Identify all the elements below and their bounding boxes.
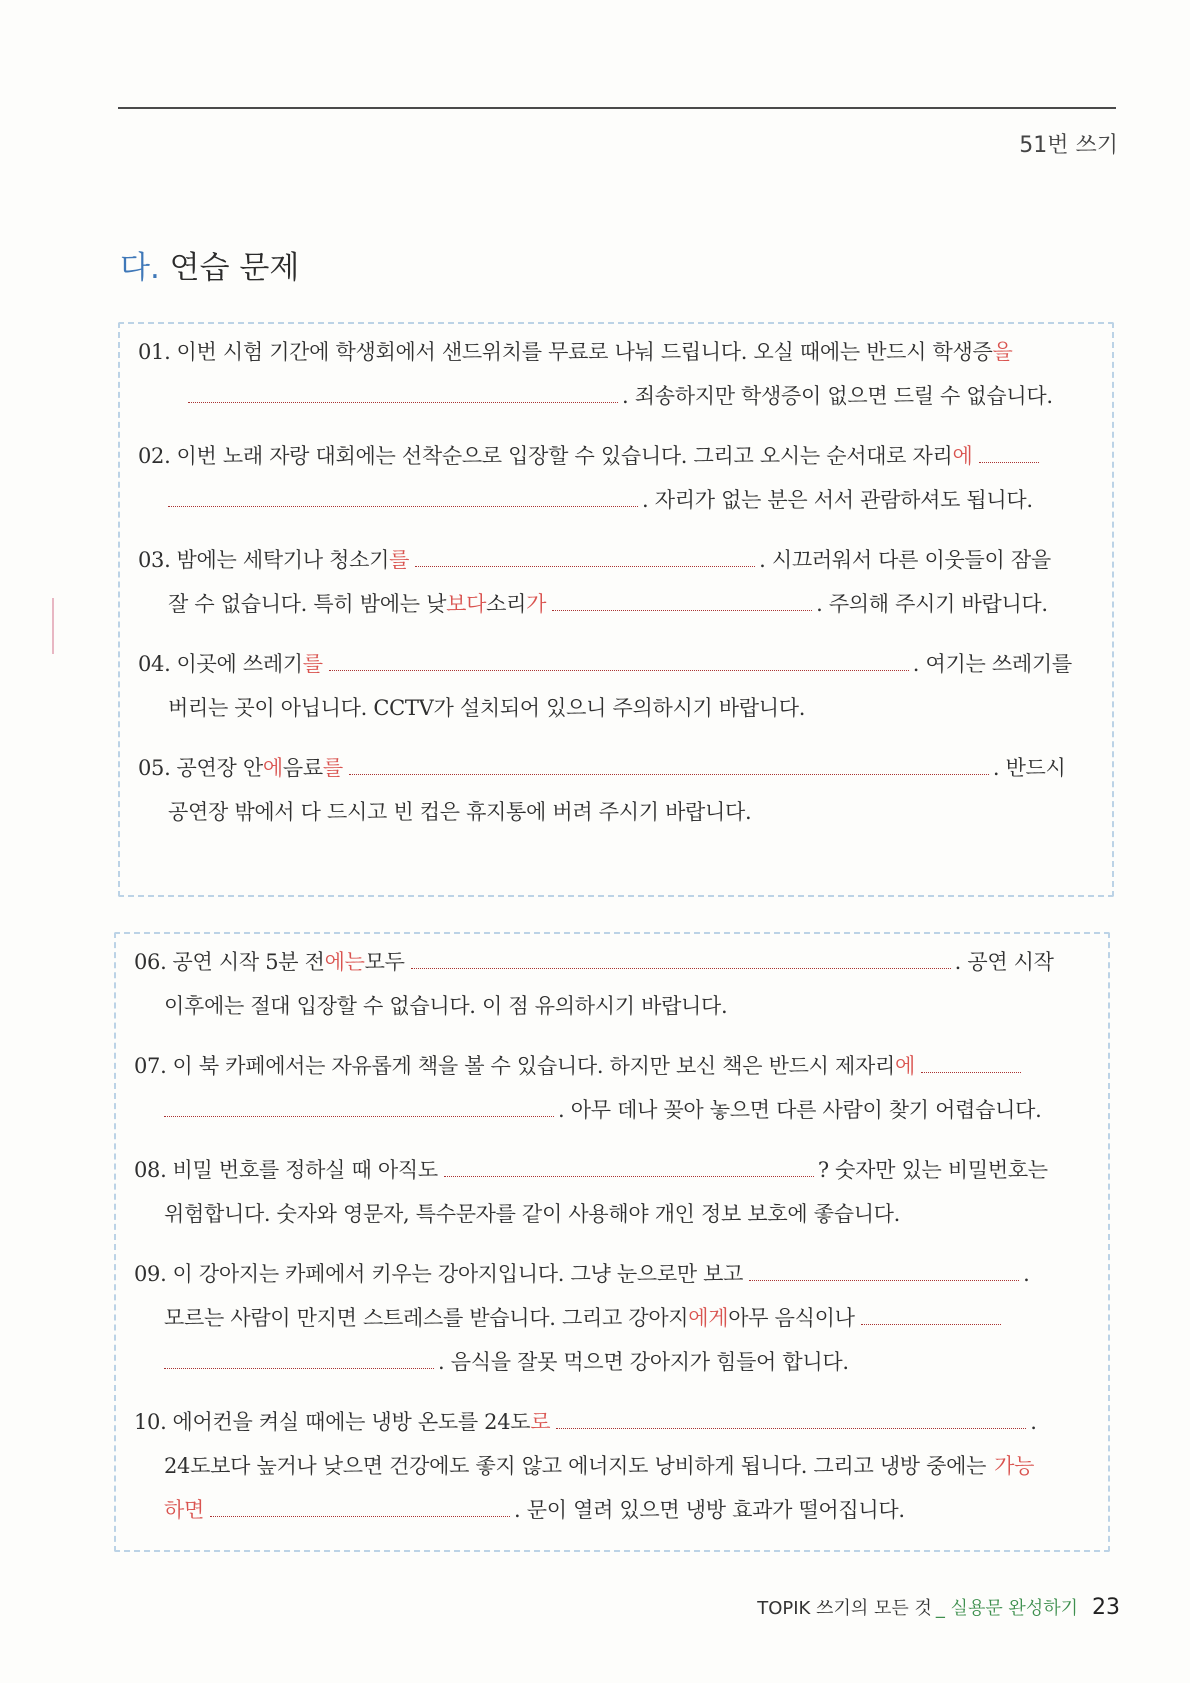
margin-mark [52,598,54,654]
answer-blank[interactable] [552,590,812,611]
page-heading [120,242,299,287]
answer-blank[interactable] [556,1408,1026,1429]
question-03: 03. 밤에는 세탁기나 청소기 를 . 시끄러워서 다른 이웃들이 잠을 잘 수 없습니다. 특히 밤에는 낮 보다 소리 가 . 주의해 주시기 바랍니다. [138,548,1051,616]
answer-blank[interactable] [921,1052,1021,1073]
question-01: 01. 이번 시험 기간에 학생회에서 샌드위치를 무료로 나눠 드립니다. 오실 때에는 반드시 학생증 을 . 죄송하지만 학생증이 없으면 드릴 수 없습니다. [138,340,1053,408]
question-04: 04. 이곳에 쓰레기 를 . 여기는 쓰레기를 버리는 곳이 아닙니다. CCTV가 설치되어 있으니 주의하시기 바랍니다. [138,652,1072,720]
answer-blank[interactable] [415,546,755,567]
top-rule [118,107,1116,109]
question-10: 10. 에어컨을 켜실 때에는 냉방 온도를 24도 로 . 24도보다 높거나 낮으면 건강에도 좋지 않고 에너지도 낭비하게 됩니다. 그리고 냉방 중에는 가능 하면 . 문이 열려 있으면 냉방 효과가 떨어집니다. [134,1410,1037,1522]
footer-book-title: TOPIK 쓰기의 모든 것 [757,1598,932,1619]
footer-subtitle: _ 실용문 완성하기 [935,1598,1078,1619]
section-label: 51번 쓰기 [1019,133,1118,158]
question-09: 09. 이 강아지는 카페에서 키우는 강아지입니다. 그냥 눈으로만 보고 . 모르는 사람이 만지면 스트레스를 받습니다. 그리고 강아지 에게 아무 음식이나 . 음식을 잘못 먹으면 강아지가 힘들어 합니다. [134,1262,1030,1374]
answer-blank[interactable] [979,442,1039,463]
page-footer [757,1594,1120,1620]
heading-letter: 다. [120,250,160,286]
answer-blank[interactable] [861,1304,1001,1325]
question-07: 07. 이 북 카페에서는 자유롭게 책을 볼 수 있습니다. 하지만 보신 책은 반드시 제자리 에 . 아무 데나 꽂아 놓으면 다른 사람이 찾기 어렵습니다. [134,1054,1042,1122]
question-02: 02. 이번 노래 자랑 대회에는 선착순으로 입장할 수 있습니다. 그리고 오시는 순서대로 자리 에 . 자리가 없는 분은 서서 관람하셔도 됩니다. [138,434,1094,522]
question-08: 08. 비밀 번호를 정하실 때 아직도 ? 숫자만 있는 비밀번호는 위험합니다. 숫자와 영문자, 특수문자를 같이 사용해야 개인 정보 보호에 좋습니다. [134,1158,1048,1226]
answer-blank[interactable] [188,382,618,403]
answer-blank[interactable] [164,1348,434,1369]
exercise-box-1 [118,322,1114,897]
answer-blank[interactable] [168,486,638,507]
page-number: 23 [1092,1595,1120,1620]
answer-blank[interactable] [329,650,909,671]
answer-blank[interactable] [210,1496,510,1517]
answer-blank[interactable] [444,1156,814,1177]
heading-title: 연습 문제 [169,250,300,286]
answer-blank[interactable] [164,1096,554,1117]
question-06: 06. 공연 시작 5분 전 에는 모두 . 공연 시작 이후에는 절대 입장할 수 없습니다. 이 점 유의하시기 바랍니다. [134,950,1054,1018]
question-05: 05. 공연장 안 에 음료 를 . 반드시 공연장 밖에서 다 드시고 빈 컵은 휴지통에 버려 주시기 바랍니다. [138,756,1066,824]
answer-blank[interactable] [349,754,989,775]
exercise-box-2 [114,932,1110,1552]
answer-blank[interactable] [749,1260,1019,1281]
answer-blank[interactable] [411,948,951,969]
